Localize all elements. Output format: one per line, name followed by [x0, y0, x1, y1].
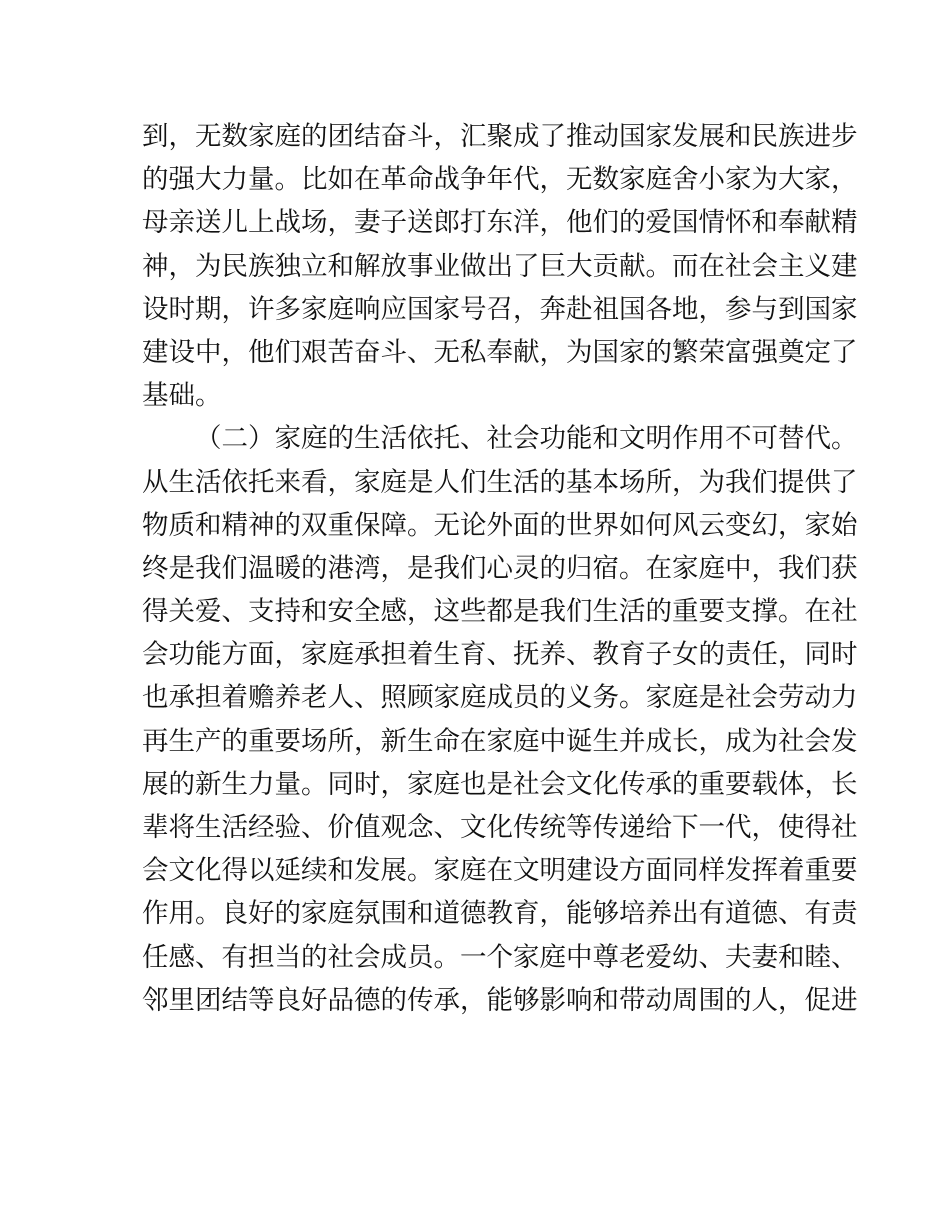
text-line: 会文化得以延续和发展。家庭在文明建设方面同样发挥着重要: [142, 855, 858, 887]
text-line: 建设中，他们艰苦奋斗、无私奉献，为国家的繁荣富强奠定了: [142, 336, 858, 368]
text-line: 得关爱、支持和安全感，这些都是我们生活的重要支撑。在社: [142, 596, 858, 628]
text-line: 母亲送儿上战场，妻子送郎打东洋，他们的爱国情怀和奉献精: [142, 207, 858, 239]
text-line: 邻里团结等良好品德的传承，能够影响和带动周围的人，促进: [142, 984, 858, 1016]
text-line: 展的新生力量。同时，家庭也是社会文化传承的重要载体，长: [142, 768, 858, 800]
text-line: 作用。良好的家庭氛围和道德教育，能够培养出有道德、有责: [142, 898, 858, 930]
paragraph-1: [142, 115, 858, 417]
text-line: 再生产的重要场所，新生命在家庭中诞生并成长，成为社会发: [142, 725, 858, 757]
section-heading: （二）家庭的生活依托、社会功能和文明作用不可替代。: [195, 423, 858, 455]
paragraph-2: [142, 417, 858, 1022]
text-line: 神，为民族独立和解放事业做出了巨大贡献。而在社会主义建: [142, 250, 858, 282]
text-line: 也承担着赡养老人、照顾家庭成员的义务。家庭是社会劳动力: [142, 682, 858, 714]
text-line: 基础。: [142, 380, 222, 412]
text-line: 设时期，许多家庭响应国家号召，奔赴祖国各地，参与到国家: [142, 293, 858, 325]
text-line: 辈将生活经验、价值观念、文化传统等传递给下一代，使得社: [142, 812, 858, 843]
body-text: [142, 115, 858, 1022]
text-line: 的强大力量。比如在革命战争年代，无数家庭舍小家为大家，: [142, 164, 858, 196]
text-line: 会功能方面，家庭承担着生育、抚养、教育子女的责任，同时: [142, 639, 858, 671]
text-line: 物质和精神的双重保障。无论外面的世界如何风云变幻，家始: [142, 509, 858, 541]
text-line: 终是我们温暖的港湾，是我们心灵的归宿。在家庭中，我们获: [142, 552, 858, 584]
text-line: 任感、有担当的社会成员。一个家庭中尊老爱幼、夫妻和睦、: [142, 941, 858, 973]
text-line: 从生活依托来看，家庭是人们生活的基本场所，为我们提供了: [142, 466, 858, 498]
text-line: 到，无数家庭的团结奋斗，汇聚成了推动国家发展和民族进步: [142, 121, 858, 152]
